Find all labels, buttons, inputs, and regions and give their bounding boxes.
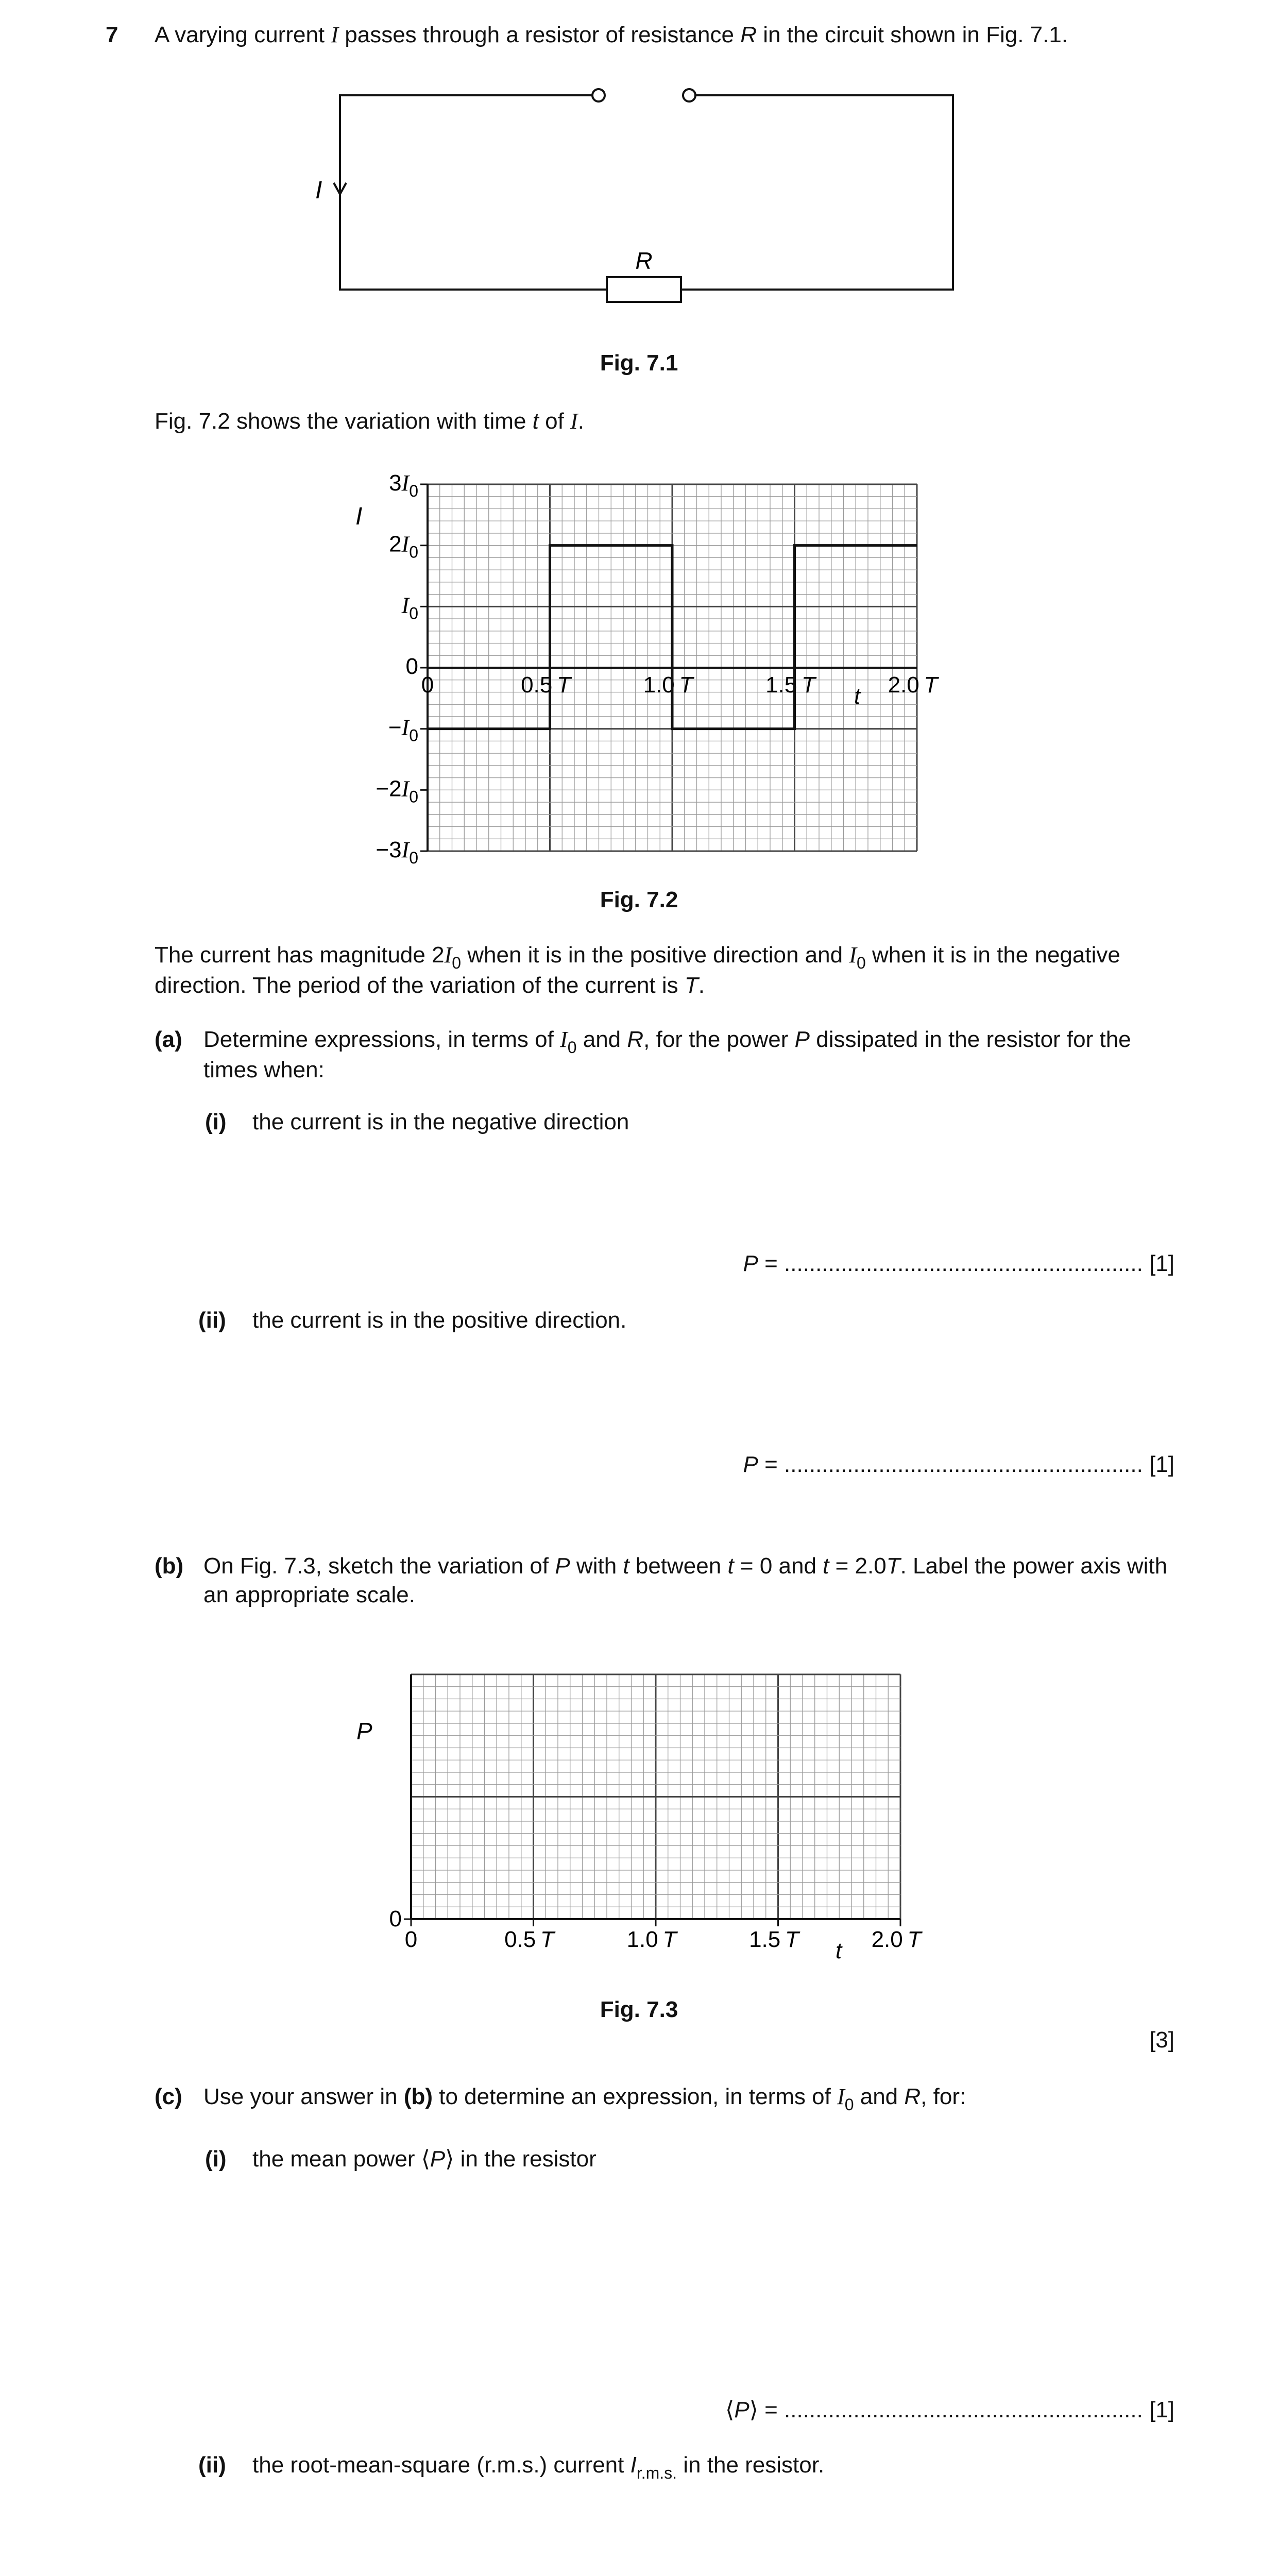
y-origin-label: 0 bbox=[389, 1906, 402, 1931]
part-c-i-text bbox=[252, 2145, 597, 2174]
symbol-I: I bbox=[331, 22, 339, 47]
fig73-x-tick-label: 1.0 T bbox=[626, 1927, 677, 1952]
part-a-label: (a) bbox=[155, 1027, 182, 1052]
symbol-I: I bbox=[849, 942, 857, 968]
symbol-R: R bbox=[627, 1027, 644, 1052]
answer-line-a-ii[interactable] bbox=[567, 1450, 1174, 1479]
part-c-ii-label: (ii) bbox=[198, 2452, 226, 2478]
intro-text: passes through a resistor of resistance bbox=[338, 22, 741, 47]
marks-c-i: [1] bbox=[1149, 2397, 1174, 2422]
part-a-text bbox=[203, 1025, 1177, 1084]
answer-dots: ......................................................... bbox=[784, 2397, 1143, 2422]
terminal-left bbox=[592, 89, 605, 101]
part-b-text-segment: with bbox=[570, 1553, 623, 1579]
symbol-R: R bbox=[904, 2084, 921, 2109]
terminal-right bbox=[683, 89, 695, 101]
circuit-wire-left bbox=[340, 95, 607, 290]
answer-symbol: P bbox=[743, 1452, 758, 1477]
part-a-text-segment: , for the power bbox=[643, 1027, 795, 1052]
symbol-t: t bbox=[532, 409, 539, 434]
subscript: 0 bbox=[856, 954, 866, 972]
answer-line-a-i[interactable] bbox=[567, 1249, 1174, 1278]
part-c-i-text-segment: the mean power ⟨ bbox=[252, 2146, 430, 2172]
part-b-text bbox=[203, 1552, 1177, 1609]
symbol-P: P bbox=[430, 2146, 446, 2172]
part-c-reference: (b) bbox=[403, 2084, 433, 2109]
part-a-text-segment: and bbox=[576, 1027, 627, 1052]
subscript: 0 bbox=[452, 954, 461, 972]
part-c-ii-text-segment: in the resistor. bbox=[677, 2452, 825, 2478]
fig71-caption: Fig. 7.1 bbox=[600, 350, 678, 376]
part-c-i-label: (i) bbox=[205, 2146, 227, 2172]
part-c-text bbox=[203, 2082, 966, 2113]
symbol-P: P bbox=[555, 1553, 570, 1579]
subscript: 0 bbox=[567, 1038, 577, 1057]
fig72-chart bbox=[0, 453, 1278, 886]
part-b-text-segment: between bbox=[629, 1553, 728, 1579]
answer-equals: = bbox=[758, 1251, 778, 1276]
fig73-x-tick-label: 1.5 T bbox=[749, 1927, 799, 1952]
symbol-I: I bbox=[630, 2452, 637, 2478]
symbol-I: I bbox=[837, 2084, 845, 2109]
part-c-label: (c) bbox=[155, 2084, 182, 2109]
fig72-intro-text: Fig. 7.2 shows the variation with time bbox=[155, 409, 533, 434]
intro-text: in the circuit shown in Fig. 7.1. bbox=[756, 22, 1068, 47]
part-a-text-segment: Determine expressions, in terms of bbox=[203, 1027, 560, 1052]
symbol-R: R bbox=[740, 22, 757, 47]
answer-dots: ......................................................... bbox=[784, 1452, 1143, 1477]
resistor bbox=[607, 277, 681, 302]
fig72-intro-text: of bbox=[538, 409, 571, 434]
symbol-P: P bbox=[794, 1027, 810, 1052]
part-a-i-text: the current is in the negative direction bbox=[252, 1109, 629, 1134]
fig73-chart[interactable] bbox=[0, 1649, 1278, 1968]
part-c-ii-text bbox=[252, 2451, 824, 2481]
y-axis-label: I bbox=[355, 503, 363, 530]
part-a-i-label: (i) bbox=[205, 1109, 227, 1134]
part-a-text-segment: dissipated in the resistor for the times when: bbox=[203, 1027, 1131, 1082]
y-tick-label: $I_0$ bbox=[401, 592, 418, 623]
fig72-x-tick-label: 0.5 T bbox=[521, 672, 571, 698]
x-axis-label: t bbox=[854, 684, 861, 709]
part-c-text-segment: to determine an expression, in terms of bbox=[433, 2084, 838, 2109]
symbol-t: t bbox=[823, 1553, 829, 1579]
fig72-x-tick-label: 1.0 T bbox=[643, 672, 693, 698]
part-a-ii-label: (ii) bbox=[198, 1308, 226, 1333]
y-axis-label: P bbox=[356, 1718, 372, 1744]
answer-bracket: ⟨ bbox=[725, 2397, 735, 2422]
question-number: 7 bbox=[106, 22, 118, 47]
fig72-x-tick-label: 1.5 T bbox=[765, 672, 815, 698]
answer-line-c-i[interactable] bbox=[567, 2396, 1174, 2425]
y-tick-label: $-2I_0$ bbox=[376, 776, 418, 806]
part-b-text-segment: = 0 and bbox=[734, 1553, 823, 1579]
y-tick-label: $-I_0$ bbox=[388, 715, 418, 745]
fig72-intro-text: . bbox=[577, 409, 584, 434]
x-axis-label: t bbox=[836, 1938, 842, 1963]
part-c-i-text-segment: ⟩ in the resistor bbox=[445, 2146, 597, 2172]
marks-a-i: [1] bbox=[1149, 1251, 1174, 1276]
answer-equals: ⟩ = bbox=[749, 2397, 778, 2422]
part-a-ii-text: the current is in the positive direction. bbox=[252, 1308, 627, 1333]
part-b-label: (b) bbox=[155, 1553, 184, 1579]
fig72-x-tick-label: 0 bbox=[421, 672, 434, 698]
fig72-caption: Fig. 7.2 bbox=[600, 887, 678, 912]
marks-a-ii: [1] bbox=[1149, 1452, 1174, 1477]
part-b-text-segment: . Label the power axis with an appropriate scale. bbox=[203, 1553, 1168, 1607]
y-tick-label: $2I_0$ bbox=[389, 531, 418, 562]
part-b-text-segment: On Fig. 7.3, sketch the variation of bbox=[203, 1553, 555, 1579]
description-text: when it is in the negative direction. The period of the variation of the current is bbox=[155, 942, 1120, 998]
part-c-ii-text-segment: the root-mean-square (r.m.s.) current bbox=[252, 2452, 631, 2478]
y-tick-label: $-3I_0$ bbox=[376, 837, 418, 867]
subscript: 0 bbox=[844, 2095, 854, 2114]
answer-dots: ......................................................... bbox=[784, 1251, 1143, 1276]
symbol-I: I bbox=[570, 409, 578, 434]
description-text: when it is in the positive direction and bbox=[461, 942, 849, 968]
description-text: The current has magnitude 2 bbox=[155, 942, 445, 968]
symbol-t: t bbox=[623, 1553, 629, 1579]
fig73-x-tick-label: 0 bbox=[404, 1927, 418, 1952]
resistor-label: R bbox=[635, 247, 653, 274]
marks-b: [3] bbox=[1149, 2027, 1174, 2053]
fig73-caption: Fig. 7.3 bbox=[600, 1997, 678, 2022]
current-description bbox=[155, 941, 1174, 1000]
part-c-text-segment: , for: bbox=[921, 2084, 966, 2109]
subscript: r.m.s. bbox=[636, 2464, 677, 2482]
part-b-text-segment: = 2.0 bbox=[829, 1553, 887, 1579]
fig73-x-tick-label: 0.5 T bbox=[504, 1927, 554, 1952]
symbol-I: I bbox=[444, 942, 452, 968]
symbol-I: I bbox=[560, 1027, 568, 1052]
description-text: . bbox=[698, 973, 705, 998]
part-c-text-segment: and bbox=[854, 2084, 905, 2109]
current-label: I bbox=[315, 177, 322, 204]
circuit-diagram bbox=[0, 0, 1278, 361]
intro-text: A varying current bbox=[155, 22, 331, 47]
fig72-x-tick-label: 2.0 T bbox=[888, 672, 938, 698]
answer-symbol: P bbox=[743, 1251, 758, 1276]
symbol-T: T bbox=[886, 1553, 900, 1579]
y-tick-label: $3I_0$ bbox=[389, 470, 418, 500]
symbol-t: t bbox=[727, 1553, 734, 1579]
answer-equals: = bbox=[758, 1452, 778, 1477]
y-tick-label: 0 bbox=[405, 654, 418, 679]
circuit-wire-right bbox=[681, 95, 953, 290]
answer-symbol: P bbox=[734, 2397, 749, 2422]
symbol-T: T bbox=[684, 973, 698, 998]
fig72-intro bbox=[155, 407, 584, 436]
fig73-x-tick-label: 2.0 T bbox=[871, 1927, 922, 1952]
part-c-text-segment: Use your answer in bbox=[203, 2084, 404, 2109]
